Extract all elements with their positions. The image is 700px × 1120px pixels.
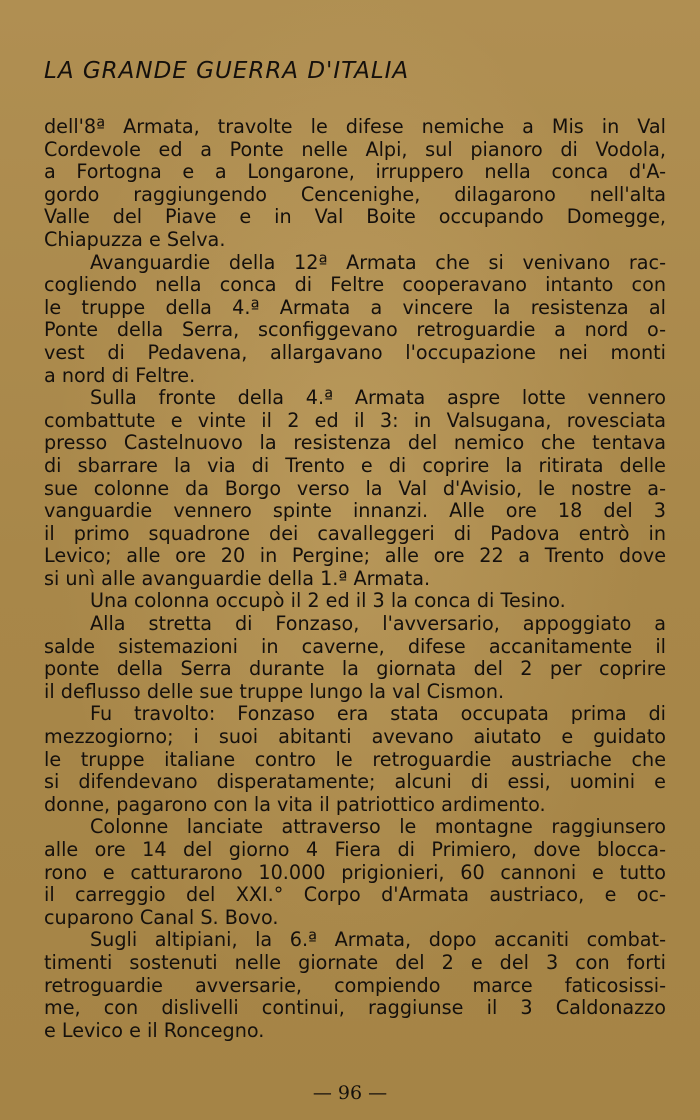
text-line: gordo raggiungendo Cencenighe, dilagarono nell'alta (44, 183, 666, 206)
text-line: presso Castelnuovo la resistenza del nemico che tentava (44, 432, 666, 455)
text-line: cogliendo nella conca di Feltre cooperavano intanto con (44, 274, 666, 297)
running-head: LA GRANDE GUERRA D'ITALIA (44, 58, 410, 84)
text-line: ponte della Serra durante la giornata del 2 per coprire (44, 658, 666, 681)
text-line: Levico; alle ore 20 in Pergine; alle ore 22 a Trento dove (44, 545, 666, 568)
page-number: — 96 — (312, 1082, 388, 1104)
text-line: Una colonna occupò il 2 ed il 3 la conca di Tesino. (90, 590, 566, 613)
text-line: me, con dislivelli continui, raggiunse il 3 Caldonazzo (44, 997, 666, 1020)
text-line: rono e catturarono 10.000 prigionieri, 60 cannoni e tutto (44, 861, 666, 884)
text-line: Fu travolto: Fonzaso era stata occupata prima di (90, 703, 666, 726)
text-line: combattute e vinte il 2 ed il 3: in Valsugana, rovesciata (44, 409, 666, 432)
text-line: e Levico e il Roncegno. (44, 1019, 265, 1042)
text-line: donne, pagarono con la vita il patriottico ardimento. (44, 793, 546, 816)
text-line: mezzogiorno; i suoi abitanti avevano aiutato e guidato (44, 726, 666, 749)
text-line: retroguardie avversarie, compiendo marce faticosissi- (44, 974, 666, 997)
text-line: a Fortogna e a Longarone, irruppero nella conca d'A- (44, 161, 666, 184)
text-line: vest di Pedavena, allargavano l'occupazione nei monti (44, 341, 666, 364)
text-line: le truppe della 4.ª Armata a vincere la resistenza al (44, 296, 666, 319)
text-line: il primo squadrone dei cavalleggeri di Padova entrò in (44, 522, 666, 545)
body-text (44, 116, 666, 1042)
text-line: cuparono Canal S. Bovo. (44, 906, 279, 929)
text-line: Sugli altipiani, la 6.ª Armata, dopo accaniti combat- (90, 929, 666, 952)
text-line: Valle del Piave e in Val Boite occupando Domegge, (44, 206, 666, 229)
text-line: Colonne lanciate attraverso le montagne raggiunsero (90, 816, 666, 839)
text-line: Alla stretta di Fonzaso, l'avversario, appoggiato a (90, 613, 666, 636)
text-line: timenti sostenuti nelle giornate del 2 e del 3 con forti (44, 951, 666, 974)
text-line: si difendevano disperatamente; alcuni di essi, uomini e (44, 771, 666, 794)
text-line: a nord di Feltre. (44, 364, 196, 387)
text-line: di sbarrare la via di Trento e di coprire la ritirata delle (44, 454, 666, 477)
text-line: sue colonne da Borgo verso la Val d'Avisio, le nostre a- (44, 477, 666, 500)
text-line: alle ore 14 del giorno 4 Fiera di Primiero, dove blocca- (44, 839, 666, 861)
text-line: il deflusso delle sue truppe lungo la val Cismon. (44, 680, 505, 703)
text-line: Ponte della Serra, sconfiggevano retroguardie a nord o- (44, 319, 666, 342)
text-line: le truppe italiane contro le retroguardie austriache che (44, 748, 666, 771)
text-line: dell'8ª Armata, travolte le difese nemiche a Mis in Val (44, 116, 666, 138)
text-line: il carreggio del XXI.° Corpo d'Armata austriaco, e oc- (44, 884, 666, 907)
text-line: Chiapuzza e Selva. (44, 228, 226, 251)
text-line: vanguardie vennero spinte innanzi. Alle ore 18 del 3 (44, 500, 666, 523)
text-line: salde sistemazioni in caverne, difese accanitamente il (44, 635, 666, 658)
text-line: Sulla fronte della 4.ª Armata aspre lotte vennero (90, 387, 666, 410)
text-line: si unì alle avanguardie della 1.ª Armata. (44, 567, 431, 590)
text-line: Avanguardie della 12ª Armata che si venivano rac- (90, 251, 666, 274)
text-line: Cordevole ed a Ponte nelle Alpi, sul pianoro di Vodola, (44, 138, 666, 161)
